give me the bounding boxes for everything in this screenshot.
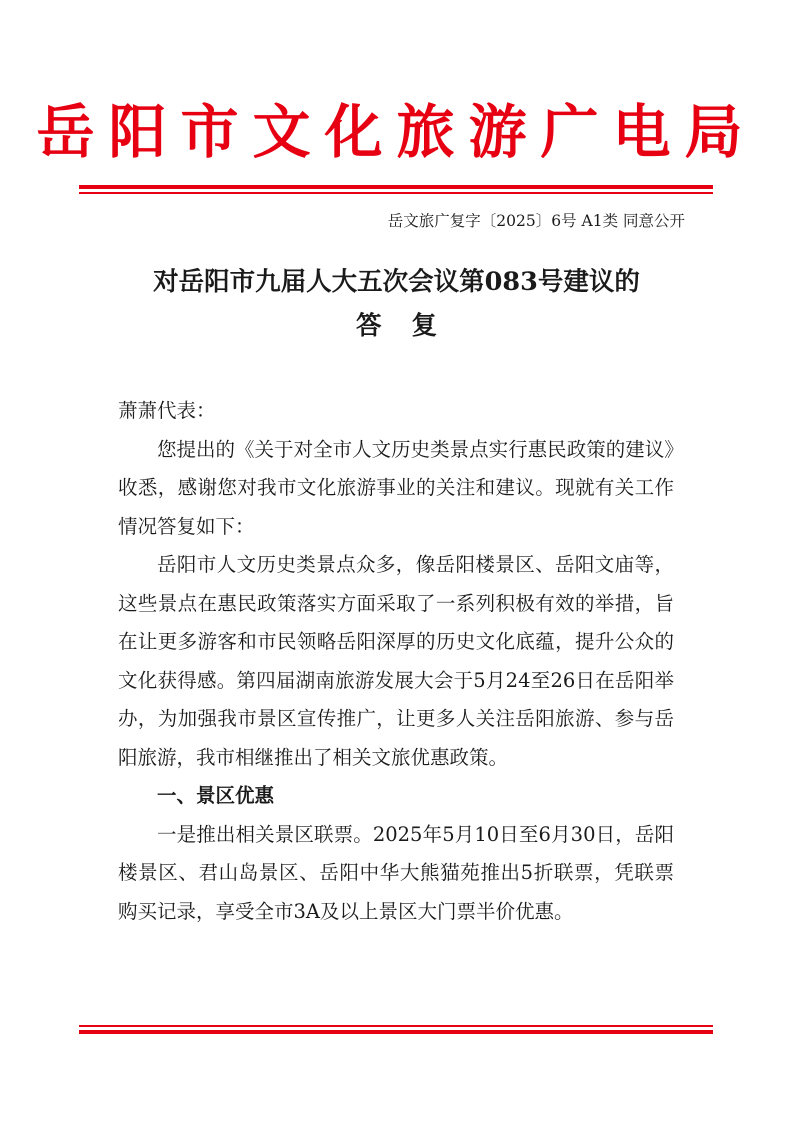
section-heading: 一、景区优惠 [157, 784, 275, 807]
salutation: 萧萧代表： [118, 399, 216, 422]
masthead-title: 岳阳市文化旅游广电局 [36, 98, 757, 166]
paragraph: 您提出的《关于对全市人文历史类景点实行惠民政策的建议》收悉，感谢您对我市文化旅游事业的关注和建议。现就有关工作情况答复如下： [118, 437, 674, 538]
document-number: 岳文旅广复字〔2025〕6号 A1类 同意公开 [387, 212, 685, 230]
document-title: 对岳阳市九届人大五次会议第083号建议的 [153, 267, 640, 297]
paragraph: 一是推出相关景区联票。2025年5月10日至6月30日，岳阳楼景区、君山岛景区、岳阳中华大熊猫苑推出5折联票，凭联票购买记录，享受全市3A及以上景区大门票半价优惠。 [118, 822, 674, 923]
document-title-reply: 答复 [355, 311, 467, 341]
paragraph: 岳阳市人文历史类景点众多，像岳阳楼景区、岳阳文庙等，这些景点在惠民政策落实方面采取了一系列积极有效的举措，旨在让更多游客和市民领略岳阳深厚的历史文化底蕴，提升公众的文化获得感。第四届湖南旅游发展大会于5月24至26日在岳阳举办，为加强我市景区宣传推广，让更多人关注岳阳旅游、参与岳阳旅游，我市相继推出了相关文旅优惠政策。 [118, 553, 674, 769]
document-body [118, 392, 674, 931]
